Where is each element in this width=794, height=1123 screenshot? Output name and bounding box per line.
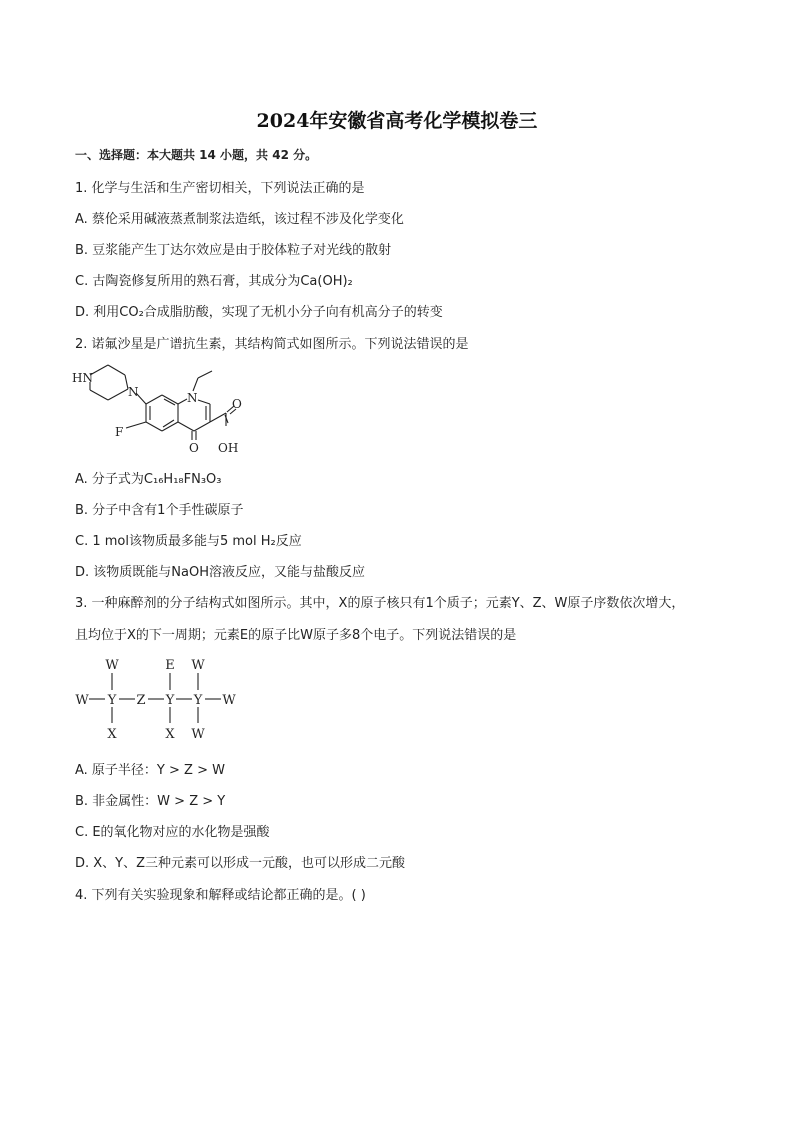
question-2-stem: 2. 诺氟沙星是广谱抗生素，其结构简式如图所示。下列说法错误的是 [75,337,469,352]
question-3-option-b: B. 非金属性：W > Z > Y [75,794,226,809]
question-2-option-b: B. 分子中含有1个手性碳原子 [75,503,244,518]
page-title: 2024年安徽省高考化学模拟卷三 [256,110,538,132]
norfloxacin-structure [70,360,245,460]
atom-o-keto: O [189,441,199,455]
atom-bottom-w: W [191,727,205,742]
atom-mid-y2: Y [165,693,175,708]
atom-n-ring: N [187,391,198,405]
atom-top-w1: W [105,658,119,673]
question-2-option-c: C. 1 mol该物质最多能与5 mol H₂反应 [75,534,302,549]
atom-mid-w2: W [222,693,236,708]
question-3-option-d: D. X、Y、Z三种元素可以形成一元酸，也可以形成二元酸 [75,856,406,871]
atom-bottom-x1: X [107,727,117,742]
question-3-option-a: A. 原子半径：Y > Z > W [75,763,225,778]
atom-hn: HN [72,371,93,385]
question-1-option-c: C. 古陶瓷修复所用的熟石膏，其成分为Ca(OH)₂ [75,274,353,289]
atom-bottom-x2: X [165,727,175,742]
atom-f: F [115,425,124,439]
question-1-option-d: D. 利用CO₂合成脂肪酸，实现了无机小分子向有机高分子的转变 [75,305,443,320]
atom-mid-y1: Y [107,693,117,708]
question-3-stem-line-1: 3. 一种麻醉剂的分子结构式如图所示。其中，X的原子核只有1个质子；元素Y、Z、W原子序数依次增大， [75,596,685,611]
atom-mid-z: Z [136,693,146,708]
question-1-stem: 1. 化学与生活和生产密切相关，下列说法正确的是 [75,181,365,196]
atom-o-acid: O [232,397,242,411]
question-3-stem-line-2: 且均位于X的下一周期；元素E的原子比W原子多8个电子。下列说法错误的是 [75,628,517,643]
question-2-option-d: D. 该物质既能与NaOH溶液反应，又能与盐酸反应 [75,565,365,580]
atom-top-w2: W [191,658,205,673]
question-1-option-b: B. 豆浆能产生丁达尔效应是由于胶体粒子对光线的散射 [75,243,392,258]
question-2-option-a: A. 分子式为C₁₆H₁₈FN₃O₃ [75,472,222,487]
section-heading: 一、选择题：本大题共 14 小题，共 42 分。 [75,148,318,162]
atom-top-e: E [165,658,175,673]
atom-mid-y3: Y [193,693,203,708]
atom-n-piperazine: N [128,385,139,399]
question-4-stem: 4. 下列有关实验现象和解释或结论都正确的是。( ) [75,888,366,903]
atom-oh: OH [218,441,239,455]
question-3-option-c: C. E的氧化物对应的水化物是强酸 [75,825,270,840]
anesthetic-structure [72,655,247,745]
atom-mid-w1: W [75,693,89,708]
question-1-option-a: A. 蔡伦采用碱液蒸煮制浆法造纸，该过程不涉及化学变化 [75,212,404,227]
